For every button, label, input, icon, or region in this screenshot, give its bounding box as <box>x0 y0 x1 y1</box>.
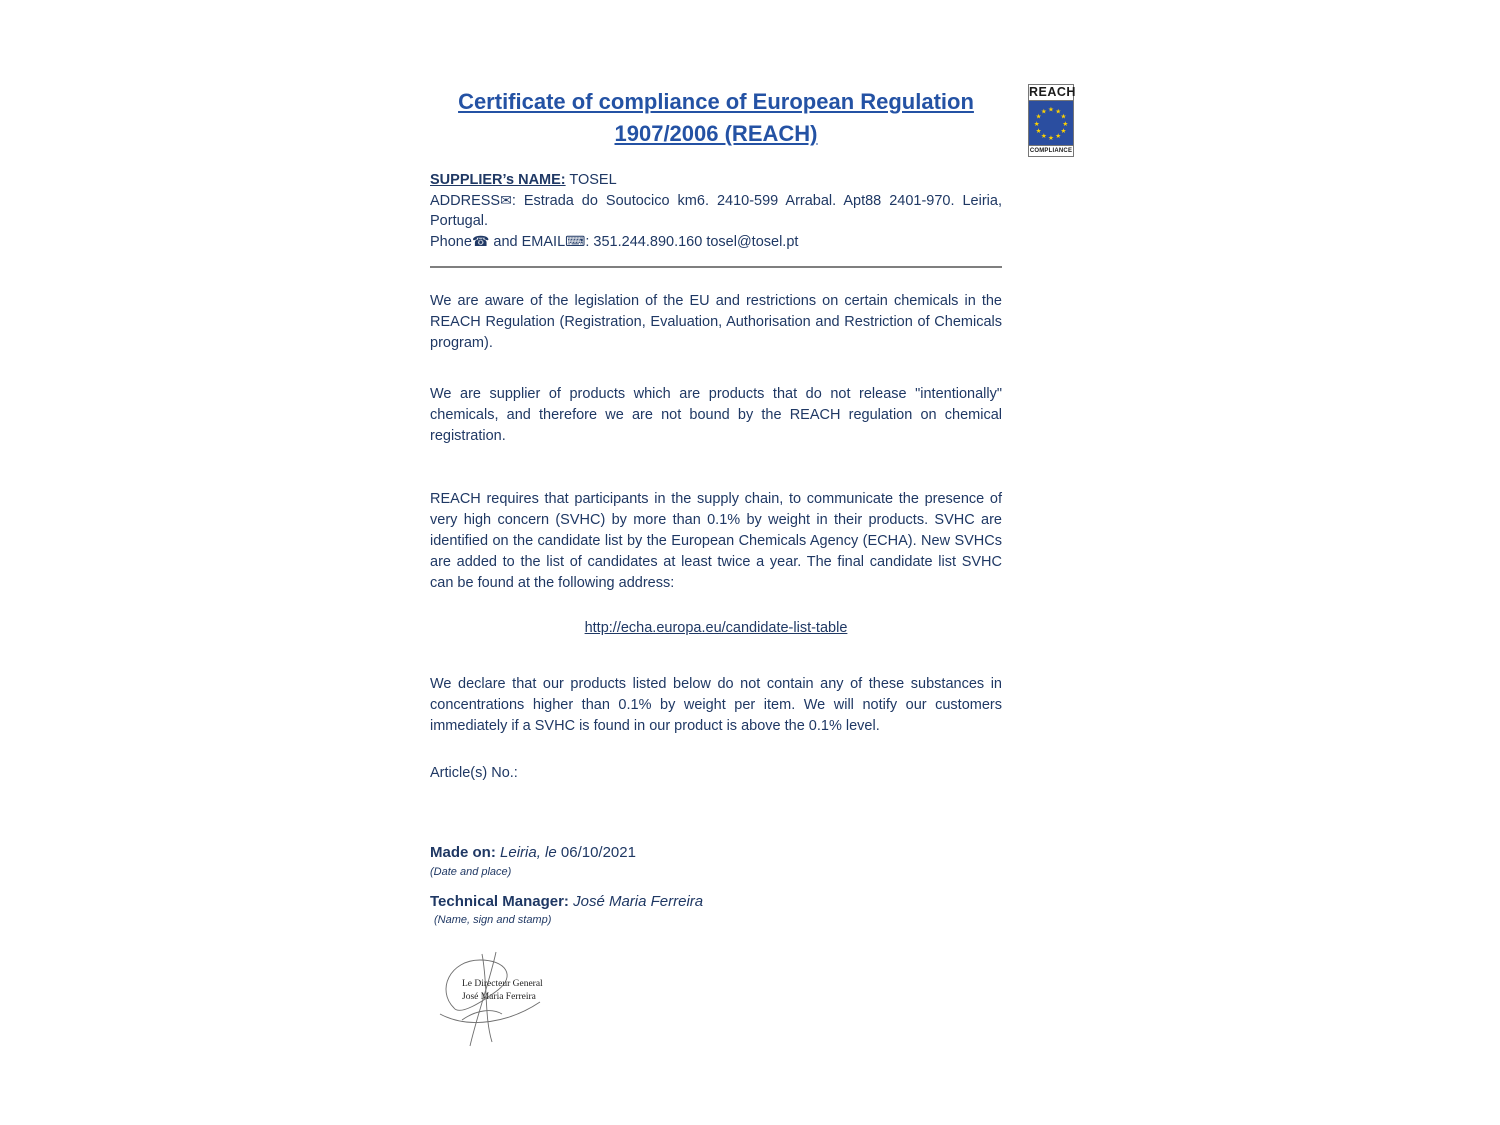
email-label: and EMAIL <box>489 234 566 250</box>
contact-value: : 351.244.890.160 tosel@tosel.pt <box>585 234 799 250</box>
svg-text:★: ★ <box>1040 132 1047 141</box>
paragraph-supplier-statement: We are supplier of products which are products that do not release "intentionally" chemicals, and therefore we are not bound by the REACH regulation on chemical registration. <box>430 386 1002 444</box>
computer-icon: ⌨ <box>565 233 586 249</box>
made-on-label: Made on: <box>430 844 496 861</box>
address-label: ADDRESS <box>430 193 501 209</box>
eu-flag-icon <box>1029 101 1073 145</box>
stamp-line-2: José Maria Ferreira <box>462 992 536 1002</box>
svg-text:★: ★ <box>1060 126 1067 135</box>
svg-text:★: ★ <box>1055 132 1062 141</box>
svg-text:★: ★ <box>1040 107 1047 116</box>
svg-text:★: ★ <box>1048 134 1054 143</box>
divider-line <box>430 266 1002 268</box>
paragraph-eu-legislation: We are aware of the legislation of the EU and restrictions on certain chemicals in the REACH Regulation (Registration, Evaluation, Authorisation and Restriction of Chemicals program). <box>430 293 1002 351</box>
articles-no-label: Article(s) No.: <box>430 765 518 781</box>
svg-text:★: ★ <box>1035 112 1042 121</box>
reach-compliance-logo <box>1028 84 1074 157</box>
svg-text:★: ★ <box>1035 126 1042 135</box>
signature-stamp <box>432 950 572 1050</box>
svg-text:★: ★ <box>1033 119 1040 128</box>
candidate-list-link-line <box>430 620 1002 636</box>
supplier-name-line <box>430 170 1002 190</box>
technical-manager-label: Technical Manager: <box>430 893 569 910</box>
made-on-place: Leiria, le <box>495 844 557 861</box>
stamp-text <box>462 978 582 1004</box>
svg-text:★: ★ <box>1055 107 1062 116</box>
stamp-line-1: Le Directeur General <box>462 979 543 989</box>
svg-text:★: ★ <box>1060 112 1067 121</box>
svg-text:★: ★ <box>1062 119 1069 128</box>
phone-icon: ☎ <box>471 233 490 249</box>
document-title <box>430 86 1002 150</box>
technical-manager-name: José Maria Ferreira <box>568 893 704 910</box>
name-sign-stamp-note: (Name, sign and stamp) <box>434 914 552 926</box>
made-on-line <box>430 844 636 861</box>
candidate-list-link[interactable]: http://echa.europa.eu/candidate-list-table <box>584 620 848 636</box>
supplier-name-value: TOSEL <box>565 172 617 188</box>
envelope-icon: ✉ <box>500 192 512 208</box>
paragraph-declaration: We declare that our products listed below do not contain any of these substances in concentrations higher than 0.1% by weight per item. We will notify our customers immediately if a SVHC is found in our product is above the 0.1% level. <box>430 676 1002 734</box>
svg-text:★: ★ <box>1048 105 1054 114</box>
reach-logo-text: REACH <box>1029 85 1076 99</box>
paragraph-reach-requirements: REACH requires that participants in the supply chain, to communicate the presence of very high concern (SVHC) by more than 0.1% by weight in their products. SVHC are identified on the candidate list by the European Chemicals Agency (ECHA). New SVHCs are added to the list of candidates at least twice a year. The final candidate list SVHC can be found at the following address: <box>430 491 1002 591</box>
made-on-date: 06/10/2021 <box>556 844 636 861</box>
title-line-1: Certificate of compliance of European Regulation <box>458 89 974 114</box>
technical-manager-line <box>430 893 703 910</box>
phone-label: Phone <box>430 234 472 250</box>
address-value: : Estrada do Soutocico km6. 2410-599 Arrabal. Apt88 2401-970. Leiria, Portugal. <box>430 193 1002 229</box>
date-place-note: (Date and place) <box>430 866 512 878</box>
title-line-2: 1907/2006 (REACH) <box>614 121 818 146</box>
supplier-contact-line <box>430 231 1002 252</box>
compliance-logo-text: COMPLIANCE <box>1029 145 1073 156</box>
supplier-info <box>430 170 1002 252</box>
supplier-address-line <box>430 190 1002 231</box>
supplier-name-label: SUPPLIER’s NAME: <box>430 172 566 188</box>
